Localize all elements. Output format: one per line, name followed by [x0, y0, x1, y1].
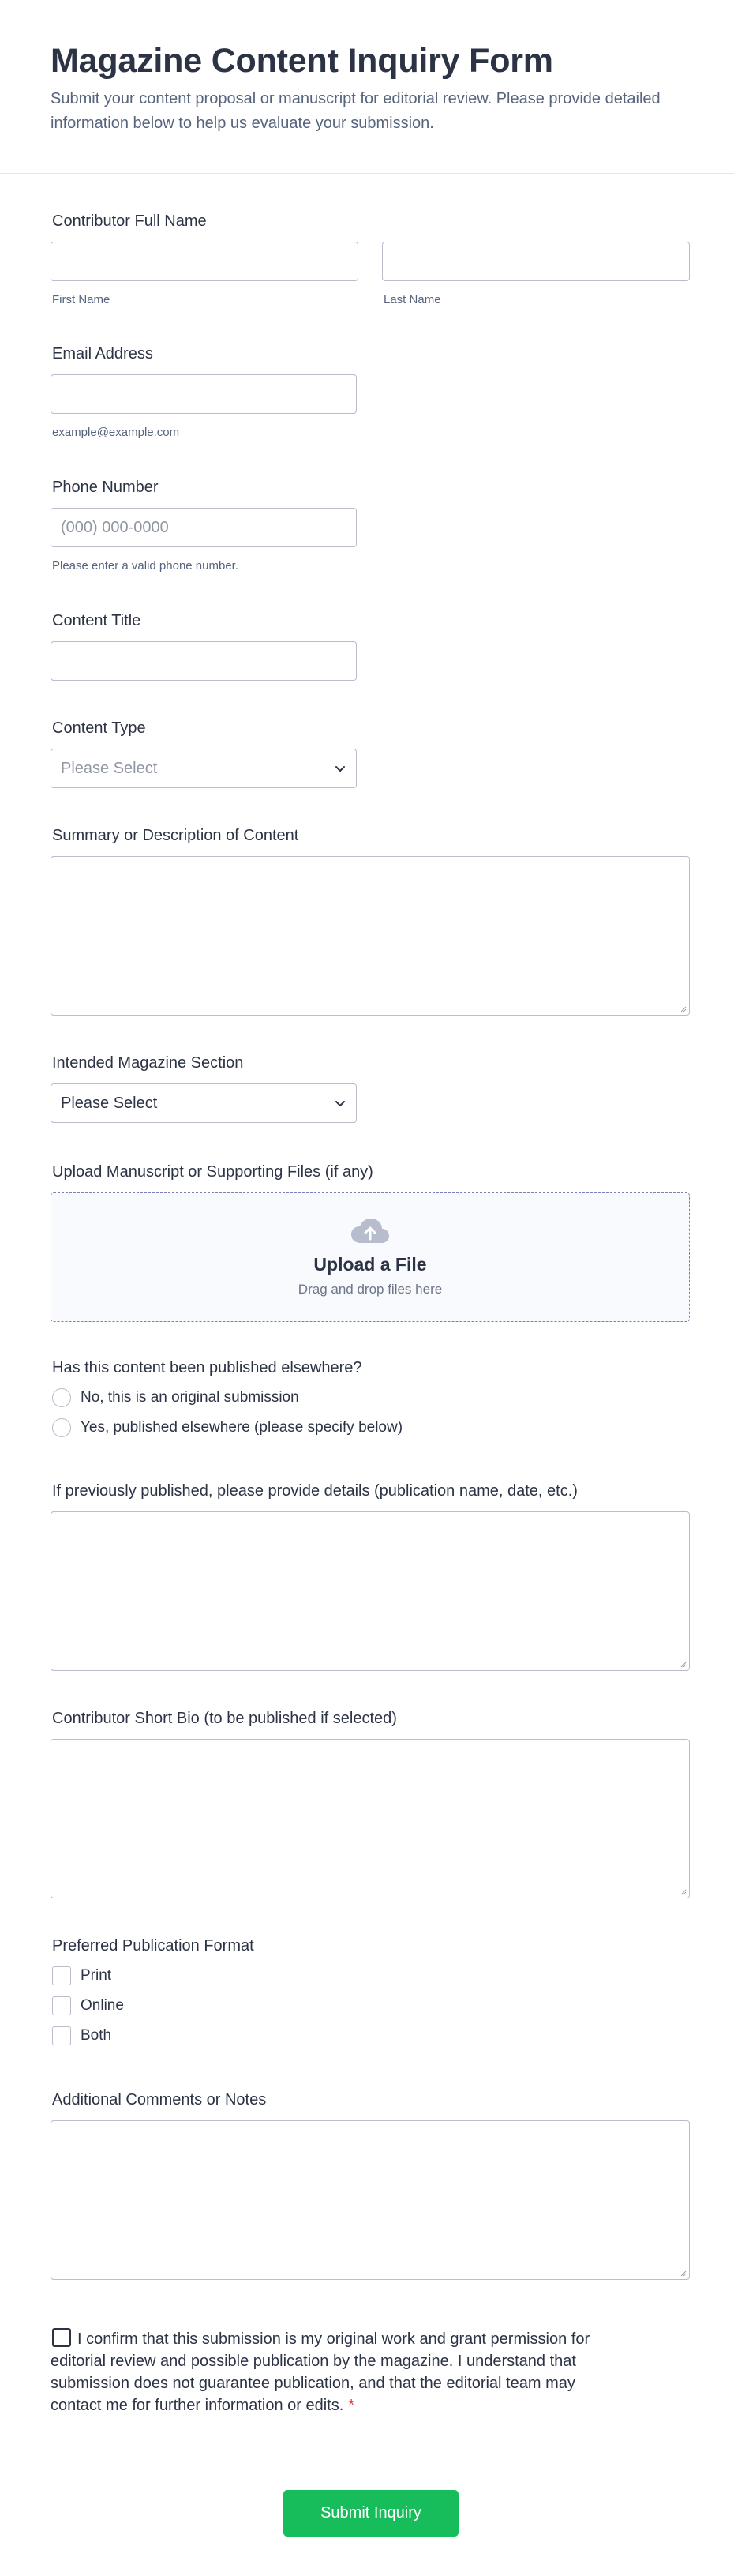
content-title-field-group [51, 611, 690, 681]
comments-textarea[interactable] [51, 2120, 690, 2280]
resize-handle-icon[interactable] [679, 2269, 687, 2277]
comments-field-group [51, 2090, 690, 2280]
form-description: Submit your content proposal or manuscript for editorial review. Please provide detailed information below to help us evaluate your submission. [51, 90, 661, 132]
radio-option-label: No, this is an original submission [81, 1389, 299, 1406]
section-label: Intended Magazine Section [52, 1054, 244, 1072]
contributor-name-field [51, 212, 690, 306]
checkbox-option[interactable] [51, 2026, 690, 2045]
bio-label: Contributor Short Bio (to be published if selected) [52, 1710, 397, 1727]
radio-button[interactable] [52, 1418, 71, 1437]
checkbox-option-label: Online [81, 1997, 124, 2014]
form-title: Magazine Content Inquiry Form [51, 42, 553, 80]
summary-field-group [51, 826, 690, 1016]
content-type-select[interactable] [51, 749, 357, 788]
last-name-sublabel: Last Name [384, 293, 441, 306]
chevron-down-icon [334, 762, 346, 775]
cloud-upload-icon [350, 1218, 390, 1245]
checkbox-option-label: Both [81, 2027, 112, 2044]
submit-button[interactable]: Submit Inquiry [283, 2490, 459, 2537]
checkbox-option[interactable] [51, 1996, 690, 2015]
required-mark: * [348, 2397, 355, 2414]
last-name-input[interactable] [382, 242, 690, 281]
upload-field-group [51, 1162, 690, 1322]
content-type-label: Content Type [52, 719, 146, 737]
checkbox[interactable] [52, 2026, 71, 2045]
previous-details-label: If previously published, please provide details (publication name, date, etc.) [52, 1482, 578, 1500]
summary-label: Summary or Description of Content [52, 827, 299, 844]
email-field-group [51, 344, 690, 439]
content-title-label: Content Title [52, 612, 141, 629]
phone-field-group [51, 478, 690, 573]
section-select[interactable] [51, 1083, 357, 1123]
checkbox-option-label: Print [81, 1967, 112, 1984]
checkbox[interactable] [52, 1996, 71, 2015]
bio-field-group [51, 1709, 690, 1898]
content-type-selected: Please Select [61, 759, 158, 777]
content-type-field-group [51, 719, 690, 788]
previous-details-textarea[interactable] [51, 1511, 690, 1671]
content-title-input[interactable] [51, 641, 357, 681]
upload-label: Upload Manuscript or Supporting Files (if any) [52, 1163, 373, 1181]
radio-button[interactable] [52, 1388, 71, 1407]
checkbox-option[interactable] [51, 1966, 690, 1985]
section-selected: Please Select [61, 1094, 158, 1112]
email-field[interactable] [51, 374, 357, 414]
resize-handle-icon[interactable] [679, 1660, 687, 1668]
email-sublabel: example@example.com [52, 426, 180, 439]
phone-input[interactable]: (000) 000-0000 [51, 508, 357, 547]
confirm-field-group [51, 2328, 690, 2416]
confirm-statement [51, 2328, 619, 2416]
form-header [0, 0, 734, 174]
email-label: Email Address [52, 345, 153, 362]
checkbox[interactable] [52, 1966, 71, 1985]
radio-option-label: Yes, published elsewhere (please specify below) [81, 1419, 403, 1436]
confirm-checkbox[interactable] [52, 2328, 71, 2347]
section-field-group [51, 1053, 690, 1123]
published-field-group [51, 1358, 690, 1448]
upload-subtitle: Drag and drop files here [298, 1281, 443, 1297]
bio-textarea[interactable] [51, 1739, 690, 1898]
format-field-group [51, 1936, 690, 2056]
resize-handle-icon[interactable] [679, 1004, 687, 1012]
upload-title: Upload a File [313, 1253, 427, 1275]
phone-sublabel: Please enter a valid phone number. [52, 559, 238, 573]
phone-label: Phone Number [52, 479, 159, 496]
radio-option[interactable] [51, 1418, 690, 1437]
comments-label: Additional Comments or Notes [52, 2091, 267, 2108]
file-upload-dropzone[interactable] [51, 1192, 690, 1322]
chevron-down-icon [334, 1097, 346, 1110]
format-label: Preferred Publication Format [52, 1937, 254, 1955]
published-label: Has this content been published elsewhere? [52, 1359, 362, 1376]
summary-textarea[interactable] [51, 856, 690, 1016]
radio-option[interactable] [51, 1388, 690, 1407]
resize-handle-icon[interactable] [679, 1887, 687, 1895]
previous-details-field-group [51, 1481, 690, 1671]
first-name-input[interactable] [51, 242, 358, 281]
confirm-text: I confirm that this submission is my original work and grant permission for editorial review and possible publication by the magazine. I understand that submission does not guarantee publication, and that the editorial team may contact me for further information or edits. [51, 2330, 590, 2414]
contributor-name-label: Contributor Full Name [52, 212, 207, 230]
first-name-sublabel: First Name [52, 293, 110, 306]
